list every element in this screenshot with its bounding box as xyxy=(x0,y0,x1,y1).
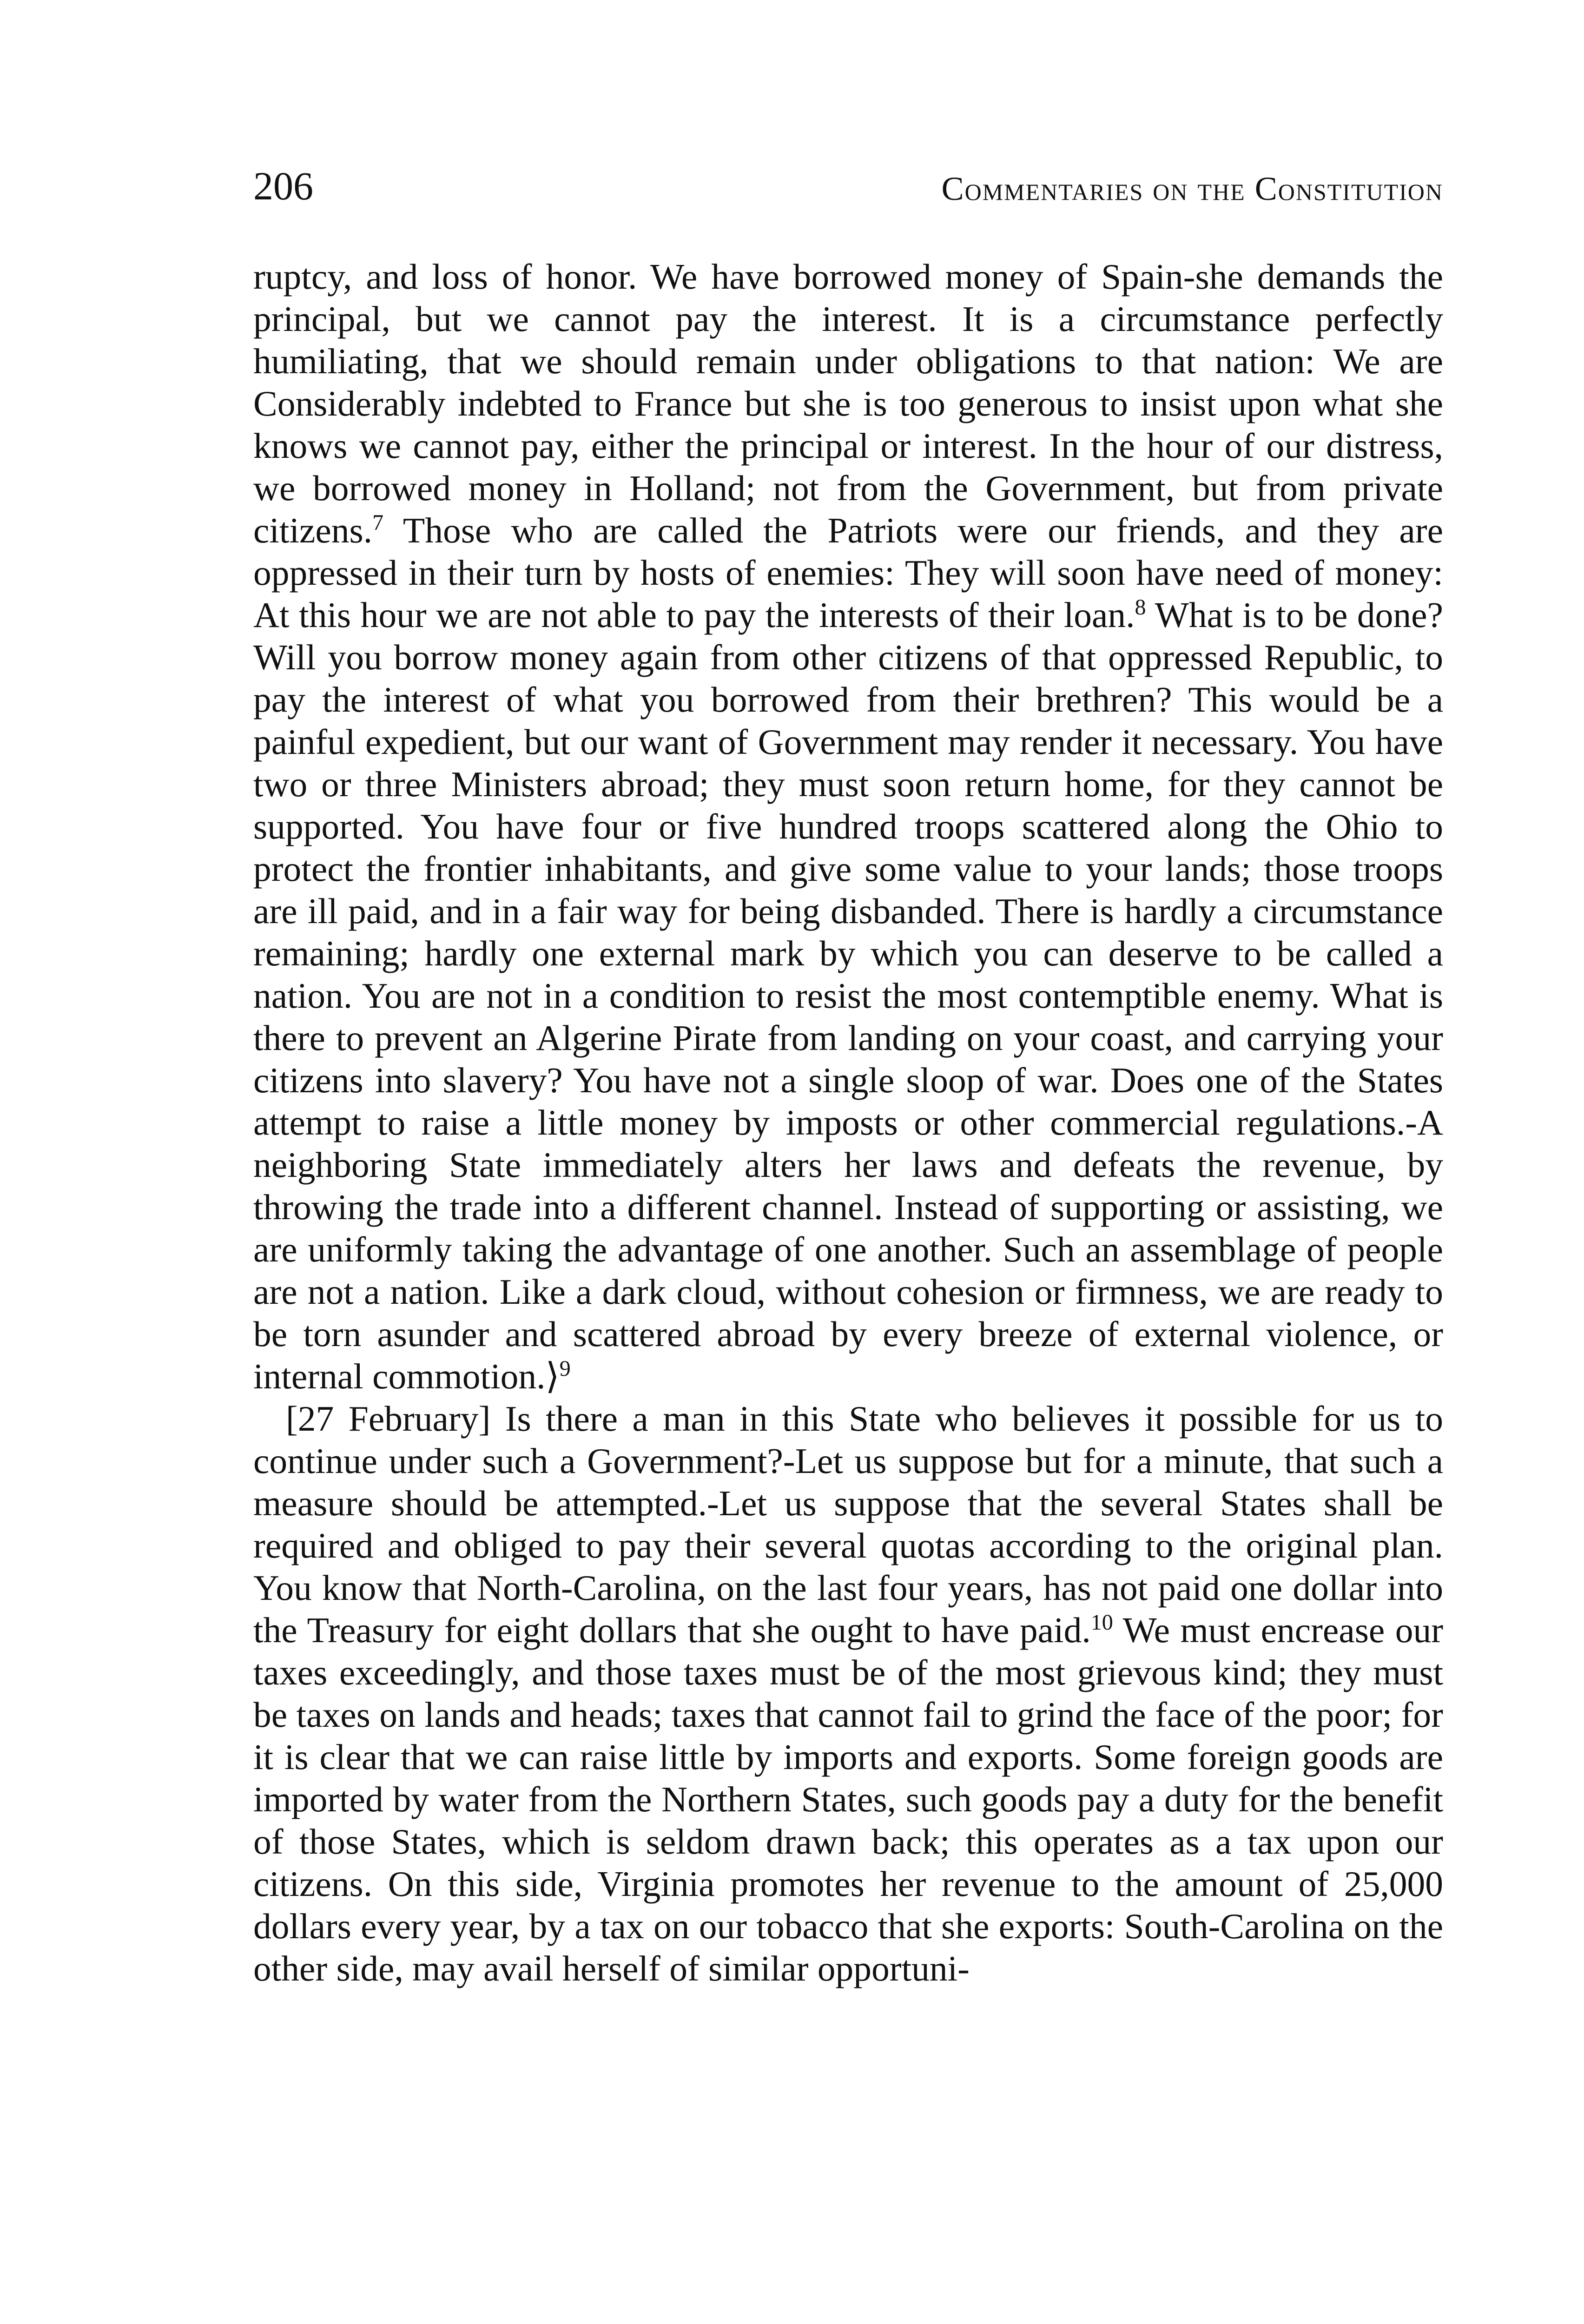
paragraph-2 xyxy=(253,1398,1443,1990)
running-head: Commentaries on the Constitution xyxy=(941,170,1443,207)
footnote-ref-10: 10 xyxy=(1090,1610,1113,1635)
body-text xyxy=(253,256,1443,1990)
paragraph-1-text-b: Those who are called the Patriots were our friends, and they are oppressed in their turn by hosts of enemies: They will soon have need of money: At this hour we are not able to pay the interests of their loan. xyxy=(253,510,1443,635)
paragraph-1-text-c: What is to be done? Will you borrow money again from other citizens of that oppressed Republic, to pay the interest of what you borrowed from their brethren? This would be a painful expedient, but our want of Government may render it necessary. You have two or three Ministers abroad; they must soon return home, for they cannot be supported. You have four or five hundred troops scattered along the Ohio to protect the frontier inhabitants, and give some value to your lands; those troops are ill paid, and in a fair way for being disbanded. There is hardly a circumstance remaining; hardly one external mark by which you can deserve to be called a nation. You are not in a condition to resist the most contemptible enemy. What is there to prevent an Algerine Pirate from landing on your coast, and carrying your citizens into slavery? You have not a single sloop of war. Does one of the States attempt to raise a little money by imposts or other commercial regulations.-A neighboring State immediately alters her laws and defeats the revenue, by throwing the trade into a different channel. Instead of supporting or assisting, we are uniformly taking the advantage of one another. Such an assemblage of people are not a nation. Like a dark cloud, without cohesion or firmness, we are ready to be torn asunder and scattered abroad by every breeze of external violence, or internal commotion.⟩ xyxy=(253,595,1443,1396)
paragraph-2-text-b: We must encrease our taxes exceedingly, and those taxes must be of the most grievous kind; they must be taxes on lands and heads; taxes that cannot fail to grind the face of the poor; for it is clear that we can raise little by imports and exports. Some foreign goods are imported by water from the Northern States, such goods pay a duty for the benefit of those States, which is seldom drawn back; this operates as a tax upon our citizens. On this side, Virginia promotes her revenue to the amount of 25,000 dollars every year, by a tax on our tobacco that she exports: South-Carolina on the other side, may avail herself of similar opportuni- xyxy=(253,1610,1443,1988)
footnote-ref-9: 9 xyxy=(559,1356,571,1381)
footnote-ref-8: 8 xyxy=(1135,595,1146,620)
paragraph-1-text-a: ruptcy, and loss of honor. We have borrowed money of Spain-she demands the principal, but we cannot pay the interest. It is a circumstance perfectly humiliating, that we should remain under obligations to that nation: We are Considerably indebted to France but she is too generous to insist upon what she knows we cannot pay, either the principal or interest. In the hour of our distress, we borrowed money in Holland; not from the Government, but from private citizens. xyxy=(253,257,1443,550)
footnote-ref-7: 7 xyxy=(372,510,384,535)
page-number: 206 xyxy=(253,164,313,208)
paragraph-2-text-a: [27 February] Is there a man in this State who believes it possible for us to continue under such a Government?-Let us suppose but for a minute, that such a measure should be attempted.-Let us suppose that the several States shall be required and obliged to pay their several quotas according to the original plan. You know that North-Carolina, on the last four years, has not paid one dollar into the Treasury for eight dollars that she ought to have paid. xyxy=(253,1399,1443,1650)
paragraph-1 xyxy=(253,256,1443,1398)
page-header xyxy=(253,163,1443,218)
